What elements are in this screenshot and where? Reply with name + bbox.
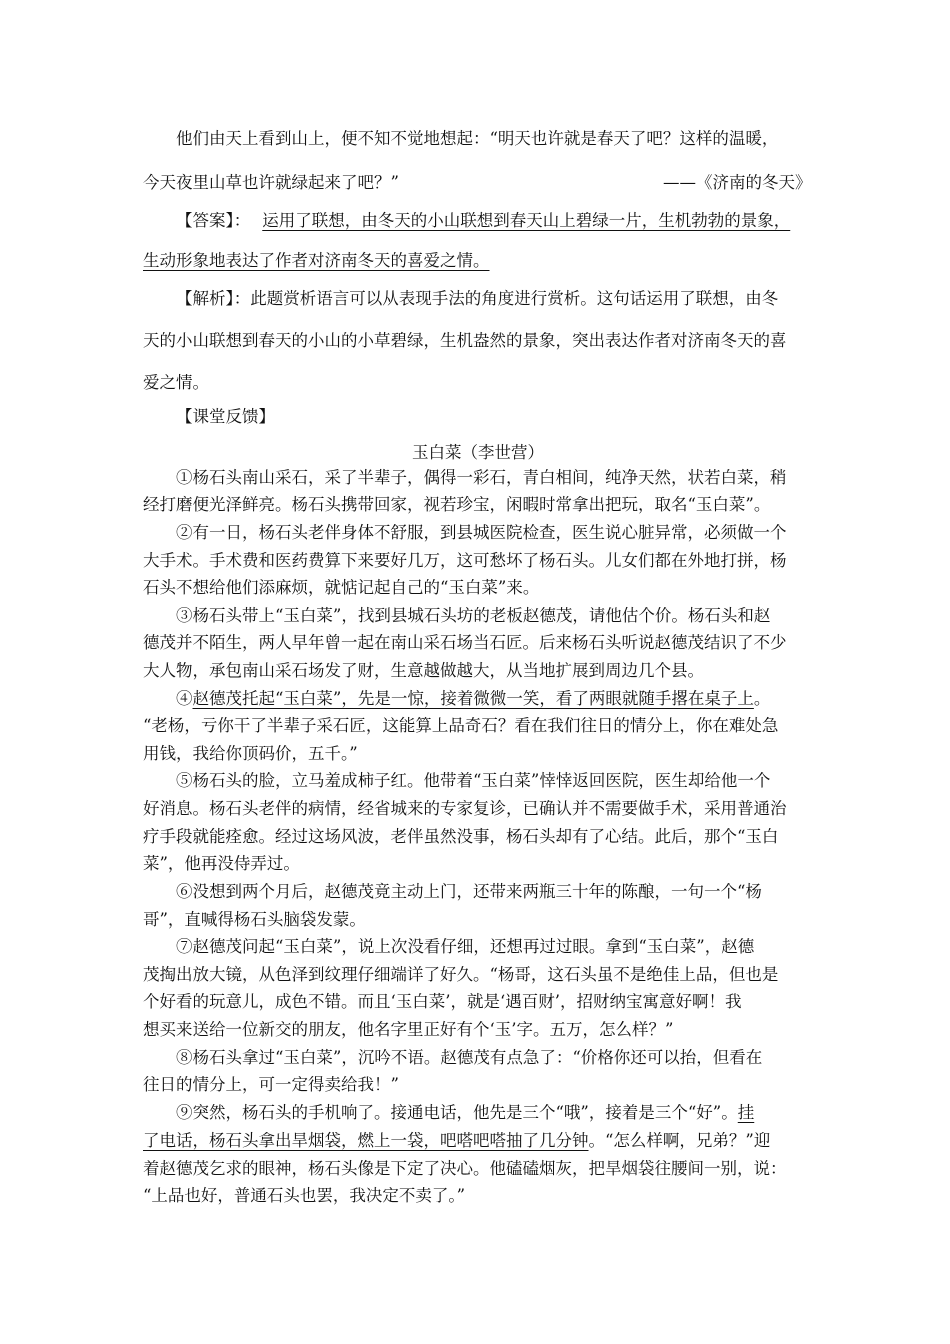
story-line: 茂掏出放大镜，从色泽到纹理仔细端详了好久。“杨哥，这石头虽不是绝佳上品，但也是 xyxy=(143,965,779,984)
story-title: 玉白菜（李世营） xyxy=(412,443,544,462)
answer-text-1: 运用了联想，由冬天的小山联想到春天山上碧绿一片，生机勃勃的景象， xyxy=(262,211,791,230)
story-line: 菜”，他再没侍弄过。 xyxy=(143,854,300,873)
quote-line-1: 他们由天上看到山上，便不知不觉地想起：“明天也许就是春天了吧？这样的温暖， xyxy=(176,129,779,148)
story-line: 往日的情分上，可一定得卖给我！” xyxy=(143,1075,399,1094)
story-line: “上品也好，普通石头也罢，我决定不卖了。” xyxy=(143,1186,466,1205)
story-line: ⑤杨石头的脸，立马羞成柿子红。他带着“玉白菜”悻悻返回医院，医生却给他一个 xyxy=(176,771,771,790)
paragraph-number: ④ xyxy=(176,689,193,708)
story-line: ⑧杨石头拿过“玉白菜”，沉吟不语。赵德茂有点急了：“价格你还可以抬，但看在 xyxy=(176,1048,763,1067)
underlined-sentence: 赵德茂托起“玉白菜”，先是一惊，接着微微一笑，看了两眼就随手撂在桌子上 xyxy=(192,689,754,708)
story-line: 石头不想给他们添麻烦，就惦记起自己的“玉白菜”来。 xyxy=(143,578,540,597)
story-line: 疗手段就能痊愈。经过这场风波，老伴虽然没事，杨石头却有了心结。此后，那个“玉白 xyxy=(143,827,779,846)
story-line-underlined xyxy=(143,1130,770,1152)
underlined-sentence: 挂 xyxy=(737,1103,755,1122)
answer-block-line-2 xyxy=(143,250,490,272)
story-text: 。“怎么样啊，兄弟？”迎 xyxy=(588,1131,771,1150)
underlined-sentence: 了电话，杨石头拿出旱烟袋，燃上一袋，吧嗒吧嗒抽了几分钟 xyxy=(143,1131,589,1150)
story-line: 大人物，承包南山采石场发了财，生意越做越大，从当地扩展到周边几个县。 xyxy=(143,661,704,680)
story-text: ⑨突然，杨石头的手机响了。接通电话，他先是三个“哦”，接着是三个“好”。 xyxy=(176,1103,738,1122)
story-line: ②有一日，杨石头老伴身体不舒服，到县城医院检查，医生说心脏异常，必须做一个 xyxy=(176,523,787,542)
quote-source: ——《济南的冬天》 xyxy=(663,173,812,192)
story-line: 个好看的玩意儿，成色不错。而且‘玉白菜’，就是‘遇百财’，招财纳宝寓意好啊！我 xyxy=(143,992,742,1011)
story-line: 大手术。手术费和医药费算下来要好几万，这可愁坏了杨石头。儿女们都在外地打拼，杨 xyxy=(143,551,787,570)
story-line: ③杨石头带上“玉白菜”，找到县城石头坊的老板赵德茂，请他估个价。杨石头和赵 xyxy=(176,606,771,625)
story-line-underlined xyxy=(176,1102,754,1124)
section-heading: 【课堂反馈】 xyxy=(176,407,275,426)
answer-block-line-1 xyxy=(176,210,790,232)
answer-label: 【答案】： xyxy=(176,211,251,230)
answer-text-2: 生动形象地表达了作者对济南冬天的喜爱之情。 xyxy=(143,251,490,270)
story-line: 用钱，我给你顶码价，五千。” xyxy=(143,744,358,763)
story-line-underlined xyxy=(176,688,770,710)
quote-line-2: 今天夜里山草也许就绿起来了吧？” xyxy=(143,173,399,192)
story-line: 哥”，直喊得杨石头脑袋发蒙。 xyxy=(143,910,366,929)
analysis-line-1: 【解析】：此题赏析语言可以从表现手法的角度进行赏析。这句话运用了联想，由冬 xyxy=(176,289,779,308)
story-line: ①杨石头南山采石，采了半辈子，偶得一彩石，青白相间，纯净天然，状若白菜，稍 xyxy=(176,468,787,487)
story-line: 德茂并不陌生，两人早年曾一起在南山采石场当石匠。后来杨石头听说赵德茂结识了不少 xyxy=(143,633,787,652)
story-line: 好消息。杨石头老伴的病情，经省城来的专家复诊，已确认并不需要做手术，采用普通治 xyxy=(143,799,787,818)
story-line: 想买来送给一位新交的朋友，他名字里正好有个‘玉’字。五万，怎么样？” xyxy=(143,1020,674,1039)
analysis-line-2: 天的小山联想到春天的小山的小草碧绿，生机盎然的景象，突出表达作者对济南冬天的喜 xyxy=(143,331,787,350)
story-line: 着赵德茂乞求的眼神，杨石头像是下定了决心。他磕磕烟灰，把旱烟袋往腰间一别，说： xyxy=(143,1159,787,1178)
sentence-end: 。 xyxy=(753,689,771,708)
story-line: “老杨，亏你干了半辈子采石匠，这能算上品奇石？看在我们往日的情分上，你在难处急 xyxy=(143,716,779,735)
story-line: 经打磨便光泽鲜亮。杨石头携带回家，视若珍宝，闲暇时常拿出把玩，取名“玉白菜”。 xyxy=(143,495,771,514)
analysis-line-3: 爱之情。 xyxy=(143,373,209,392)
story-line: ⑥没想到两个月后，赵德茂竟主动上门，还带来两瓶三十年的陈酿，一句一个“杨 xyxy=(176,882,762,901)
story-line: ⑦赵德茂问起“玉白菜”，说上次没看仔细，还想再过过眼。拿到“玉白菜”，赵德 xyxy=(176,937,755,956)
